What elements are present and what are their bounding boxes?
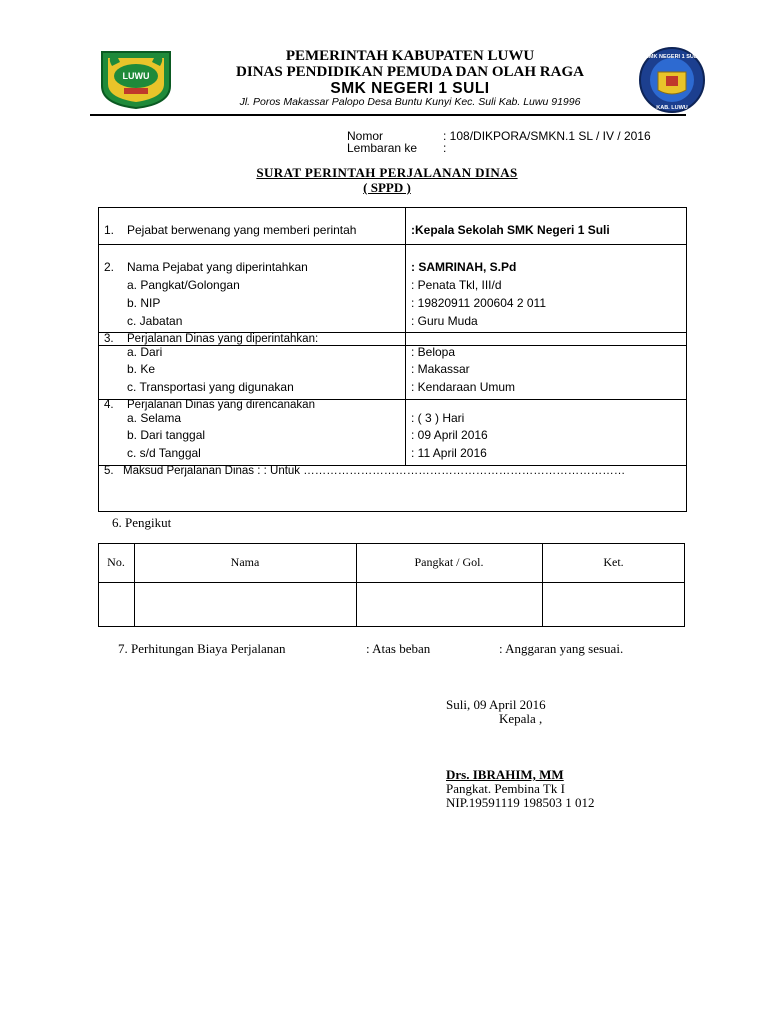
signature-rank: Pangkat. Pembina Tk I [446, 781, 565, 796]
row1-number: 1. [104, 223, 115, 237]
nomor-label: Nomor [347, 129, 384, 143]
document-subtitle: ( SPPD ) [363, 180, 411, 195]
pengikut-header-pangkat: Pangkat / Gol. [414, 555, 484, 569]
document-title: SURAT PERINTAH PERJALANAN DINAS [256, 165, 518, 180]
row2b-label: b. NIP [127, 296, 161, 310]
row5-label: Maksud Perjalanan Dinas : : Untuk ………………………………………………………………………… [123, 465, 626, 477]
signature-role: Kepala , [499, 711, 543, 726]
row4a-value: : ( 3 ) Hari [411, 411, 465, 425]
row3b-label: b. Ke [127, 362, 156, 376]
pengikut-header-nama: Nama [230, 555, 260, 569]
row2c-value: : Guru Muda [411, 314, 478, 328]
row3-label: Perjalanan Dinas yang diperintahkan: [127, 333, 319, 345]
row2-number: 2. [104, 260, 115, 274]
row1-value: :Kepala Sekolah SMK Negeri 1 Suli [411, 223, 610, 237]
nomor-value: : 108/DIKPORA/SMKN.1 SL / IV / 2016 [443, 129, 651, 143]
row4-label: Perjalanan Dinas yang direncanakan [127, 399, 315, 411]
header-school-name: SMK NEGERI 1 SULI [330, 80, 490, 97]
row4a-label: a. Selama [127, 411, 182, 425]
header-department: DINAS PENDIDIKAN PEMUDA DAN OLAH RAGA [236, 64, 584, 80]
svg-text:SMK NEGERI 1 SULI: SMK NEGERI 1 SULI [645, 54, 699, 60]
pengikut-label: 6. Pengikut [112, 515, 172, 530]
row3c-label: c. Transportasi yang digunakan [127, 380, 294, 394]
biaya-anggaran: : Anggaran yang sesuai. [499, 641, 624, 656]
row1-label: Pejabat berwenang yang memberi perintah [127, 223, 357, 237]
row2c-label: c. Jabatan [127, 314, 183, 328]
signature-name: Drs. IBRAHIM, MM [446, 767, 564, 782]
row2a-label: a. Pangkat/Golongan [127, 278, 240, 292]
school-logo [636, 46, 708, 114]
row2b-value: : 19820911 200604 2 011 [411, 296, 547, 310]
biaya-atas-beban: : Atas beban [366, 641, 431, 656]
row4c-value: : 11 April 2016 [411, 446, 487, 460]
signature-place-date: Suli, 09 April 2016 [446, 697, 546, 712]
luwu-regency-logo [98, 46, 174, 110]
row3-number: 3. [104, 333, 114, 345]
lembaran-label: Lembaran ke [347, 141, 418, 155]
header-government: PEMERINTAH KABUPATEN LUWU [285, 48, 535, 64]
row3a-value: : Belopa [411, 345, 456, 359]
pengikut-header-no: No. [107, 555, 125, 569]
lembaran-value: : [443, 141, 447, 155]
row2-label: Nama Pejabat yang diperintahkan [127, 260, 308, 274]
signature-nip: NIP.19591119 198503 1 012 [446, 795, 595, 810]
pengikut-header-ket: Ket. [603, 555, 624, 569]
svg-text:LUWU: LUWU [122, 71, 150, 81]
row4b-label: b. Dari tanggal [127, 428, 206, 442]
row4b-value: : 09 April 2016 [411, 428, 488, 442]
header-address: Jl. Poros Makassar Palopo Desa Buntu Kunyi Kec. Suli Kab. Luwu 91996 [239, 96, 581, 108]
row5-number: 5. [104, 465, 114, 477]
row4c-label: c. s/d Tanggal [127, 446, 201, 460]
row3c-value: : Kendaraan Umum [411, 380, 516, 394]
row3b-value: : Makassar [411, 362, 470, 376]
row4-number: 4. [104, 399, 114, 411]
letterhead-rule [90, 114, 686, 116]
row3a-label: a. Dari [127, 345, 163, 359]
row2-value: : SAMRINAH, S.Pd [411, 260, 517, 274]
row2a-value: : Penata Tkl, III/d [411, 278, 502, 292]
biaya-label: 7. Perhitungan Biaya Perjalanan [118, 641, 286, 656]
svg-text:KAB. LUWU: KAB. LUWU [656, 105, 688, 111]
